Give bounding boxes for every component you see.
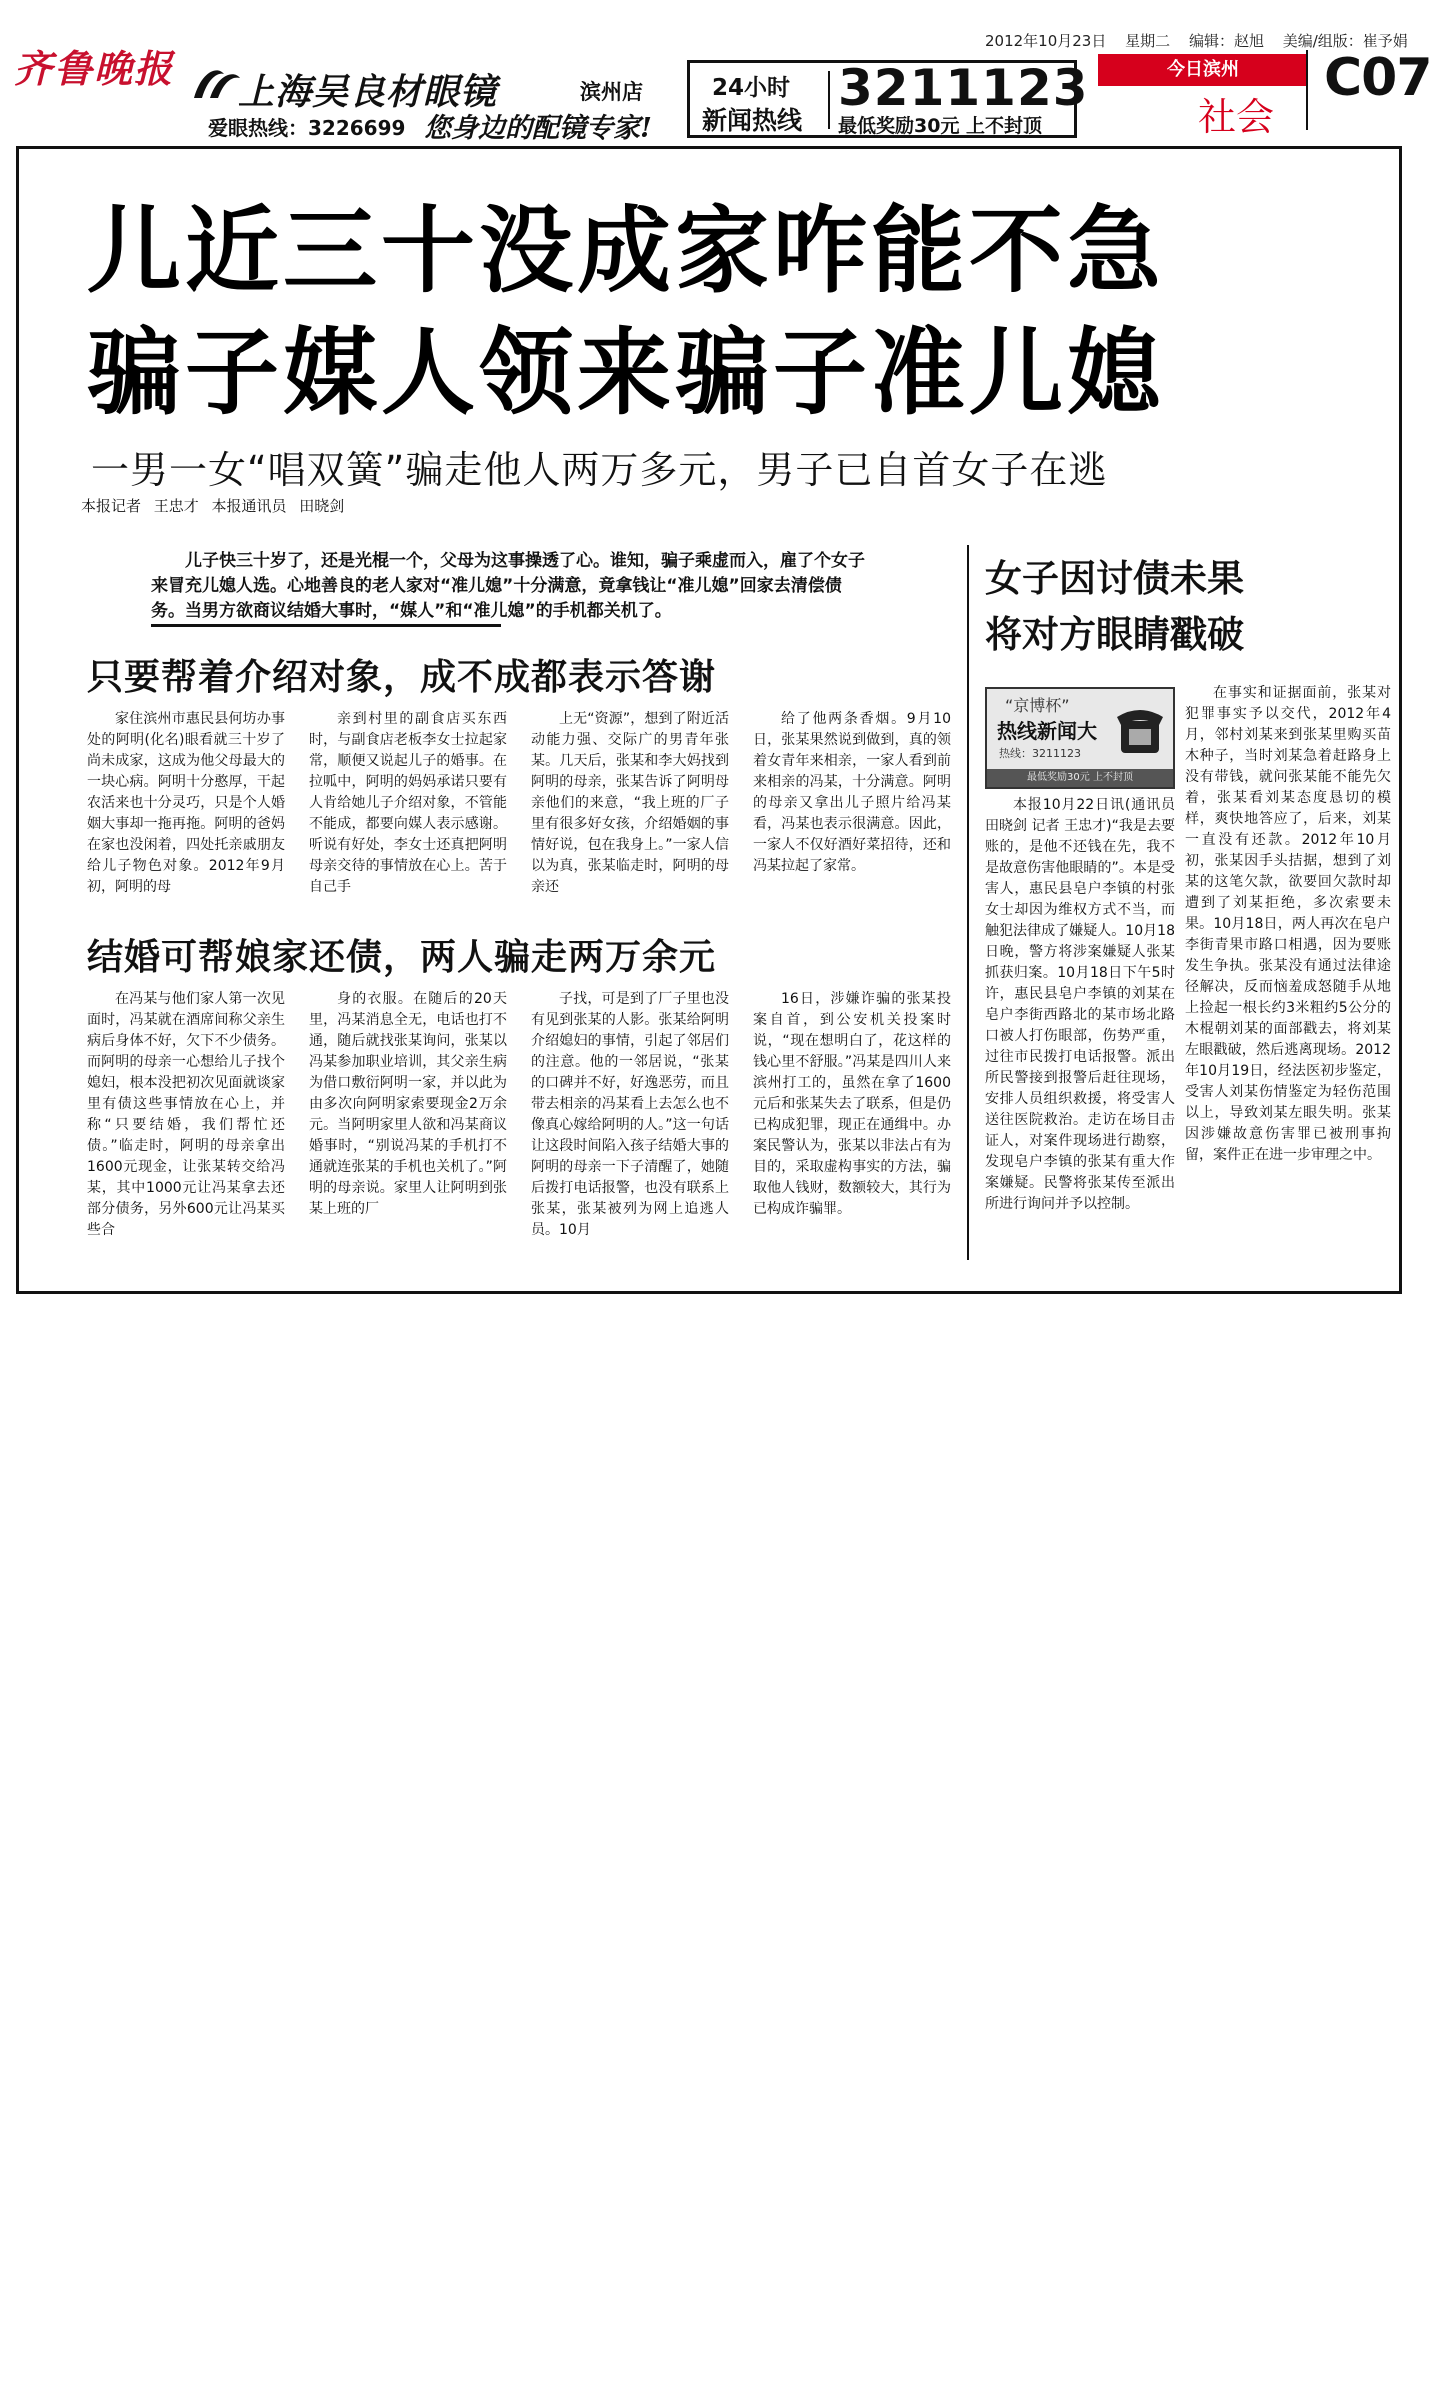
section-tab: 今日滨州 <box>1098 54 1308 86</box>
section-2-heading: 结婚可帮娘家还债，两人骗走两万余元 <box>87 937 717 978</box>
section-2-column <box>87 989 285 1241</box>
story-frame <box>16 146 1402 1294</box>
masthead <box>0 0 1432 145</box>
body-text: 身的衣服。在随后的20天里，冯某消息全无，电话也打不通，随后就找张某询问，张某以冯某参加职业培训，其父亲生病为借口敷衍阿明一家，并以此为由多次向阿明家索要现金2万余元。当阿明家里人欲和冯某商议婚事时，“别说冯某的手机打不通就连张某的手机也关机了。”阿明的母亲说。家里人让阿明到张某上班的厂 <box>309 991 507 1217</box>
mini-ad-footer: 最低奖励30元 上不封顶 <box>987 769 1173 787</box>
page-number-divider <box>1306 50 1308 130</box>
body-text: 16日，涉嫌诈骗的张某投案自首，到公安机关投案时说，“现在想明白了，花这样的钱心里不舒服。”冯某是四川人来滨州打工的，虽然在拿了1600元后和张某失去了联系，但是仍已构成犯罪，现正在通缉中。办案民警认为，张某以非法占有为目的，采取虚构事实的方法，骗取他人钱财，数额较大，其行为已构成诈骗罪。 <box>753 991 951 1217</box>
body-text: 本报10月22日讯(通讯员 田晓剑 记者 王忠才)“我是去要账的，是他不还钱在先，我不是故意伤害他眼睛的”。本是受害人，惠民县皂户李镇的村张女士却因为维权方式不当，而触犯法律成了嫌疑人。10月18日晚，警方将涉案嫌疑人张某抓获归案。10月18日下午5时许，惠民县皂户李镇的刘某在皂户李街西路北的某市场北路口被人打伤眼部，伤势严重，过往市民拨打电话报警。派出所民警接到报警后赶往现场，安排人员组织救援，将受害人送往医院救治。走访在场目击证人，对案件现场进行勘察，发现皂户李镇的张某有重大作案嫌疑。民警将张某传至派出所进行询问并予以控制。 <box>985 797 1175 1212</box>
optical-shop-ad <box>188 62 668 144</box>
hotline-label: 新闻热线 <box>702 106 803 135</box>
section-2-column <box>531 989 729 1241</box>
body-text: 家住滨州市惠民县何坊办事处的阿明(化名)眼看就三十岁了尚未成家，这成为他父母最大的一块心病。阿明十分憨厚，干起农活来也十分灵巧，只是个人婚姻大事却一拖再拖。阿明的爸妈在家也没闲着，四处托亲戚朋友给儿子物色对象。2012年9月初，阿明的母 <box>87 711 285 895</box>
side-story-column-2 <box>1185 683 1391 1166</box>
headline <box>87 191 1165 435</box>
section-1-columns <box>87 709 951 898</box>
shop-branch: 滨州店 <box>580 80 643 104</box>
body-text: 给了他两条香烟。9月10日，张某果然说到做到，真的领着女青年来相亲，一家人看到前来相亲的冯某，十分满意。阿明的母亲又拿出儿子照片给冯某看，冯某也表示很满意。因此，一家人不仅好酒好菜招待，还和冯某拉起了家常。 <box>753 711 951 874</box>
telephone-icon <box>1115 699 1165 759</box>
body-text: 亲到村里的副食店买东西时，与副食店老板李女士拉起家常，顺便又说起儿子的婚事。在拉呱中，阿明的妈妈承诺只要有人肯给她儿子介绍对象，不管能不能成，都要向媒人表示感谢。听说有好处，李女士还真把阿明母亲交待的事情放在心上。苦于自己手 <box>309 711 507 895</box>
subheadline: 一男一女“唱双簧”骗走他人两万多元，男子已自首女子在逃 <box>91 448 1108 492</box>
issue-date: 2012年10月23日 <box>985 32 1107 50</box>
section-1-column <box>531 709 729 898</box>
newspaper-logo: 齐鲁晚报 <box>14 46 175 91</box>
section-name: 社会 <box>1198 95 1275 139</box>
body-text: 在事实和证据面前，张某对犯罪事实予以交代，2012年4月，邻村刘某来到张某里购买苗木种子，当时刘某急着赶路身上没有带钱，就问张某能不能先欠着，张某看刘某态度恳切的模样，爽快地答应了，后来，刘某一直没有还款。2012年10月初，张某因手头拮据，想到了刘某的这笔欠款，欲要回欠款时却遭到了刘某拒绝，多次索要未果。10月18日，两人再次在皂户李街青果市路口相遇，因为要账发生争执。张某没有通过法律途径解决，反而恼羞成怒随手从地上捡起一根长约3米粗约5公分的木棍朝刘某的面部戳去，将刘某左眼戳破，然后逃离现场。2012年10月19日，经法医初步鉴定，受害人刘某伤情鉴定为轻伤范围以上，导致刘某左眼失明。张某因涉嫌故意伤害罪已被刑事拘留，案件正在进一步审理之中。 <box>1185 685 1391 1163</box>
column-divider <box>967 545 969 1260</box>
editor-credit: 编辑：赵旭 <box>1188 32 1264 50</box>
headline-line-1: 儿近三十没成家咋能不急 <box>87 197 1166 306</box>
shop-name: 上海吴良材眼镜 <box>238 71 498 113</box>
section-1-heading: 只要帮着介绍对象，成不成都表示答谢 <box>87 657 717 698</box>
body-text: 上无“资源”，想到了附近活动能力强、交际广的男青年张某。几天后，张某和李大妈找到阿明的母亲，张某告诉了阿明母亲他们的来意，“我上班的厂子里有很多好女孩，介绍婚姻的事情好说，包在我身上。”一家人信以为真，张某临走时，阿明的母亲还 <box>531 711 729 895</box>
designer-credit: 美编/组版：崔予娟 <box>1282 32 1408 50</box>
side-title-line-2: 将对方眼睛戳破 <box>985 613 1244 656</box>
section-2-column <box>309 989 507 1241</box>
mini-ad-main: 热线新闻大 <box>997 719 1097 743</box>
lead-paragraph: 儿子快三十岁了，还是光棍一个，父母为这事操透了心。谁知，骗子乘虚而入，雇了个女子来冒充儿媳人选。心地善良的老人家对“准儿媳”十分满意，竟拿钱让“准儿媳”回家去清偿债务。当男方欲商议结婚大事时，“媒人”和“准儿媳”的手机都关机了。 <box>151 551 865 621</box>
body-text: 子找，可是到了厂子里也没有见到张某的人影。张某给阿明介绍媳妇的事情，引起了邻居们的注意。他的一邻居说，“张某的口碑并不好，好逸恶劳，而且带去相亲的冯某看上去怎么也不像真心嫁给阿明的人。”这一句话让这段时间陷入孩子结婚大事的阿明的母亲一下子清醒了，她随后拨打电话报警，也没有联系上张某，张某被列为网上追逃人员。10月 <box>531 991 729 1238</box>
mini-ad-phone: 热线：3211123 <box>999 747 1081 760</box>
section-2-column <box>753 989 951 1241</box>
section-1-column <box>753 709 951 898</box>
hotline-divider <box>828 71 830 129</box>
section-1-column <box>309 709 507 898</box>
side-title-line-1: 女子因讨债未果 <box>985 557 1244 600</box>
issue-weekday: 星期二 <box>1125 32 1171 50</box>
hotline-number: 3211123 <box>838 59 1089 117</box>
hotline-reward: 最低奖励30元 上不封顶 <box>838 115 1043 137</box>
mini-ad-title: “京博杯” <box>1005 696 1070 715</box>
section-1-column <box>87 709 285 898</box>
byline: 本报记者 王忠才 本报通讯员 田晓剑 <box>81 497 345 515</box>
body-text: 在冯某与他们家人第一次见面时，冯某就在酒席间称父亲生病后身体不好，欠下不少债务。而阿明的母亲一心想给儿子找个媳妇，根本没把初次见面就谈家里有债这些事情放在心上，并称“只要结婚，我们帮忙还债。”临走时，阿明的母亲拿出1600元现金，让张某转交给冯某，其中1000元让冯某拿去还部分债务，另外600元让冯某买些合 <box>87 991 285 1238</box>
side-story-title <box>985 551 1365 663</box>
news-hotline-box <box>687 59 1089 138</box>
side-story-column-1 <box>985 795 1175 1215</box>
lead-underline <box>151 624 501 627</box>
hotline-hours: 24小时 <box>712 75 791 101</box>
headline-line-2: 骗子媒人领来骗子准儿媳 <box>87 319 1166 428</box>
page-number: C07 <box>1324 48 1432 108</box>
hotline-mini-ad <box>985 687 1175 789</box>
shop-hotline: 爱眼热线：3226699 <box>208 116 406 140</box>
shop-slogan: 您身边的配镜专家! <box>424 113 652 144</box>
section-2-columns <box>87 989 951 1241</box>
